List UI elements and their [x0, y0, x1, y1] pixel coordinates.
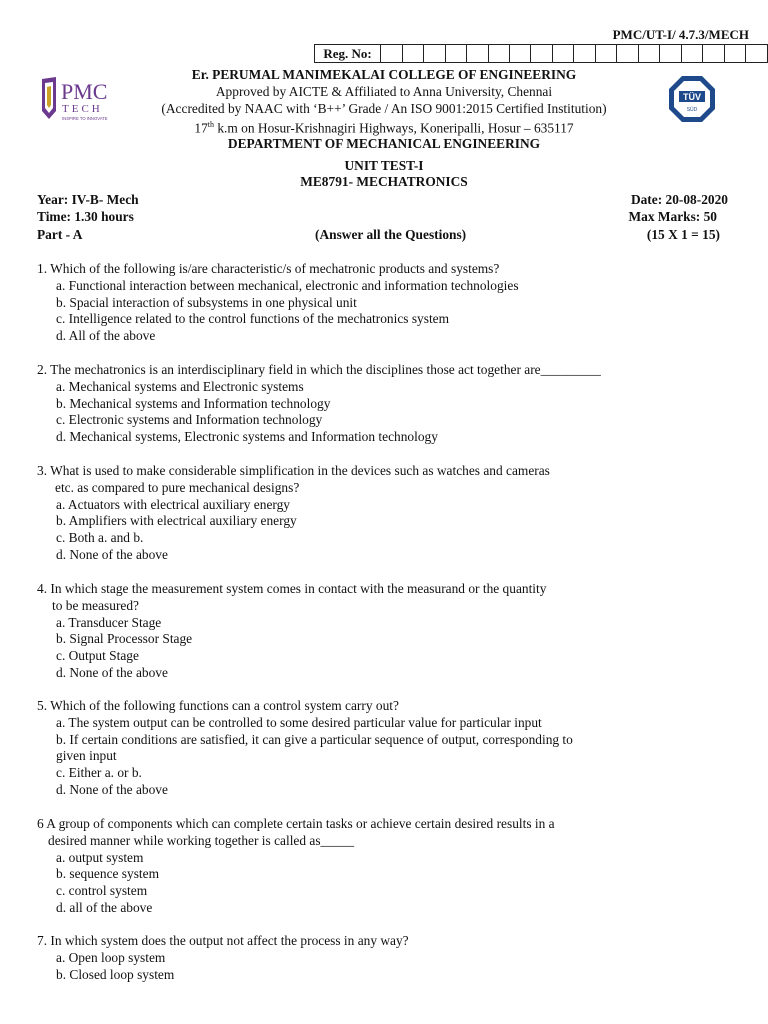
option-a: a. Actuators with electrical auxiliary energy [56, 496, 290, 512]
reg-no-box [424, 45, 445, 63]
option-a: a. Functional interaction between mechanical, electronic and information technologies [56, 277, 519, 293]
option-b: b. Amplifiers with electrical auxiliary energy [56, 513, 297, 529]
reg-no-box [746, 45, 768, 63]
question-stem: 1. Which of the following is/are characteristic/s of mechatronic products and systems? [37, 261, 500, 276]
question-stem: 6 A group of components which can complete certain tasks or achieve certain desired results in a [37, 816, 555, 831]
question-7 [37, 933, 737, 983]
reg-no-box [552, 45, 573, 63]
college-name: Er. PERUMAL MANIMEKALAI COLLEGE OF ENGINEERING [191, 67, 577, 82]
option-d: d. None of the above [56, 546, 168, 562]
question-4 [37, 581, 737, 682]
option-a: a. output system [56, 849, 144, 865]
test-name: UNIT TEST-I [344, 158, 424, 173]
max-marks-label: Max Marks: 50 [628, 209, 717, 224]
option-a: a. Mechanical systems and Electronic systems [56, 378, 304, 394]
reg-no-box [703, 45, 724, 63]
tuv-sub-text: SÜD [686, 107, 698, 113]
option-b: b. Mechanical systems and Information technology [56, 395, 331, 411]
question-stem: 2. The mechatronics is an interdisciplinary field in which the disciplines those act together are_________ [37, 362, 601, 377]
option-c: c. Both a. and b. [56, 530, 144, 546]
option-a: a. The system output can be controlled to some desired particular value for particular input [56, 714, 542, 730]
course-code: ME8791- MECHATRONICS [300, 174, 468, 189]
option-b: b. Signal Processor Stage [56, 631, 193, 647]
option-b: b. sequence system [56, 866, 160, 882]
department-name: DEPARTMENT OF MECHANICAL ENGINEERING [227, 136, 541, 151]
part-label: Part - A [37, 227, 83, 242]
logo-sub-text: TECH [62, 103, 103, 115]
question-2 [37, 362, 737, 446]
option-b-continued: given input [56, 748, 117, 764]
logo-tagline-text: INSPIRE TO INNOVATE [62, 116, 108, 121]
marks-scheme-label: (15 X 1 = 15) [646, 227, 720, 242]
year-label: Year: IV-B- Mech [37, 192, 139, 207]
question-1 [37, 261, 737, 345]
option-b: b. If certain conditions are satisfied, it can give a particular sequence of output, corresponding to [56, 731, 573, 747]
option-a: a. Transducer Stage [56, 614, 162, 630]
question-stem-continued: desired manner while working together is called as_____ [48, 832, 355, 848]
reg-no-box [660, 45, 681, 63]
reg-no-box [681, 45, 702, 63]
reg-no-table [314, 44, 768, 63]
reg-no-box [638, 45, 659, 63]
question-6 [37, 816, 737, 917]
reg-no-box [488, 45, 509, 63]
document-code: PMC/UT-I/ 4.7.3/MECH [612, 27, 749, 42]
approval-line: Approved by AICTE & Affiliated to Anna University, Chennai [215, 84, 553, 99]
question-stem: 7. In which system does the output not affect the process in any way? [37, 933, 409, 948]
instruction-label: (Answer all the Questions) [315, 227, 467, 242]
date-label: Date: 20-08-2020 [630, 192, 728, 207]
address-line [0, 116, 768, 136]
reg-no-box [724, 45, 745, 63]
address-text: k.m on Hosur-Krishnagiri Highways, Koneripalli, Hosur – 635117 [214, 120, 574, 136]
reg-no-box [531, 45, 552, 63]
option-c: c. Intelligence related to the control functions of the mechatronics system [56, 311, 450, 327]
reg-no-box [509, 45, 530, 63]
option-d: d. None of the above [56, 781, 168, 797]
option-c: c. Electronic systems and Information technology [56, 412, 323, 428]
option-c: c. Output Stage [56, 648, 139, 664]
time-label: Time: 1.30 hours [37, 209, 134, 224]
reg-no-box [402, 45, 423, 63]
logo-main-text: PMC [61, 79, 108, 104]
question-stem: 4. In which stage the measurement system comes in contact with the measurand or the quantity [37, 581, 547, 596]
question-stem-continued: to be measured? [52, 597, 139, 613]
option-d: d. All of the above [56, 328, 156, 344]
reg-no-label: Reg. No: [315, 45, 381, 63]
question-stem-continued: etc. as compared to pure mechanical designs? [55, 479, 300, 495]
option-b: b. Closed loop system [56, 966, 175, 982]
question-stem: 3. What is used to make considerable simplification in the devices such as watches and cameras [37, 463, 550, 478]
reg-no-box [467, 45, 488, 63]
option-b: b. Spacial interaction of subsystems in one physical unit [56, 294, 357, 310]
option-d: d. Mechanical systems, Electronic systems and Information technology [56, 429, 438, 445]
option-d: d. None of the above [56, 664, 168, 680]
option-c: c. Either a. or b. [56, 765, 142, 781]
address-number: 17 [194, 120, 208, 136]
reg-no-box [574, 45, 595, 63]
tuv-text: TÜV [683, 92, 701, 102]
accreditation-line: (Accredited by NAAC with ‘B++’ Grade / An ISO 9001:2015 Certified Institution) [161, 101, 607, 116]
reg-no-box [595, 45, 616, 63]
reg-no-box [617, 45, 638, 63]
option-a: a. Open loop system [56, 949, 166, 965]
question-5 [37, 698, 737, 799]
option-c: c. control system [56, 883, 148, 899]
reg-no-box [381, 45, 402, 63]
option-d: d. all of the above [56, 899, 153, 915]
address-superscript: th [207, 120, 214, 129]
question-3 [37, 463, 737, 564]
reg-no-box [445, 45, 466, 63]
question-stem: 5. Which of the following functions can a control system carry out? [37, 698, 399, 713]
